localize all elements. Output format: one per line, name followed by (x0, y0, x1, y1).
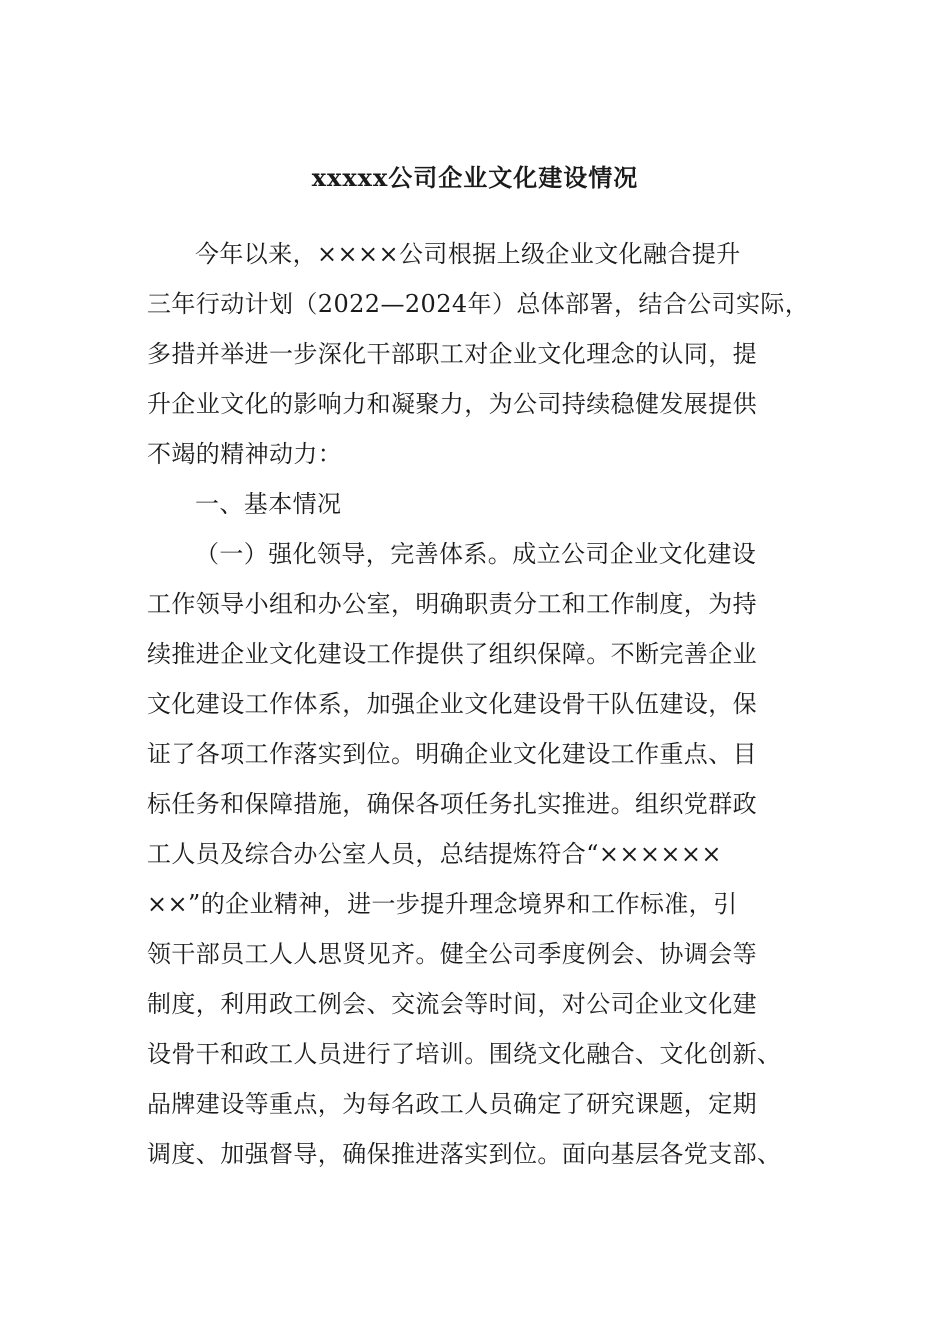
section-heading: 一、基本情况 (195, 490, 342, 518)
paragraph-line: 升企业文化的影响力和凝聚力，为公司持续稳健发展提供 (147, 390, 757, 418)
paragraph-line: 证了各项工作落实到位。明确企业文化建设工作重点、目 (147, 740, 757, 768)
paragraph-line: 工人员及综合办公室人员，总结提炼符合“×××××× (147, 840, 722, 868)
paragraph-line: 品牌建设等重点，为每名政工人员确定了研究课题，定期 (147, 1090, 757, 1118)
paragraph-line: 续推进企业文化建设工作提供了组织保障。不断完善企业 (147, 640, 757, 668)
paragraph-line: 三年行动计划（2022—2024年）总体部署，结合公司实际， (147, 290, 810, 318)
paragraph-line: ××”的企业精神，进一步提升理念境界和工作标准，引 (147, 890, 738, 918)
paragraph-line: 今年以来，××××公司根据上级企业文化融合提升 (195, 240, 741, 268)
paragraph-line: 领干部员工人人思贤见齐。健全公司季度例会、协调会等 (147, 940, 757, 968)
paragraph-line: 文化建设工作体系，加强企业文化建设骨干队伍建设，保 (147, 690, 757, 718)
paragraph-line: 设骨干和政工人员进行了培训。围绕文化融合、文化创新、 (147, 1040, 782, 1068)
paragraph-line: 制度，利用政工例会、交流会等时间，对公司企业文化建 (147, 990, 757, 1018)
paragraph-line: 多措并举进一步深化干部职工对企业文化理念的认同，提 (147, 340, 757, 368)
paragraph-line: （一）强化领导，完善体系。成立公司企业文化建设 (195, 540, 757, 568)
paragraph-line: 调度、加强督导，确保推进落实到位。面向基层各党支部、 (147, 1140, 782, 1168)
document-title: xxxxx公司企业文化建设情况 (311, 163, 639, 192)
paragraph-line: 标任务和保障措施，确保各项任务扎实推进。组织党群政 (147, 790, 757, 818)
paragraph-line: 不竭的精神动力： (147, 440, 343, 468)
paragraph-line: 工作领导小组和办公室，明确职责分工和工作制度，为持 (147, 590, 757, 618)
